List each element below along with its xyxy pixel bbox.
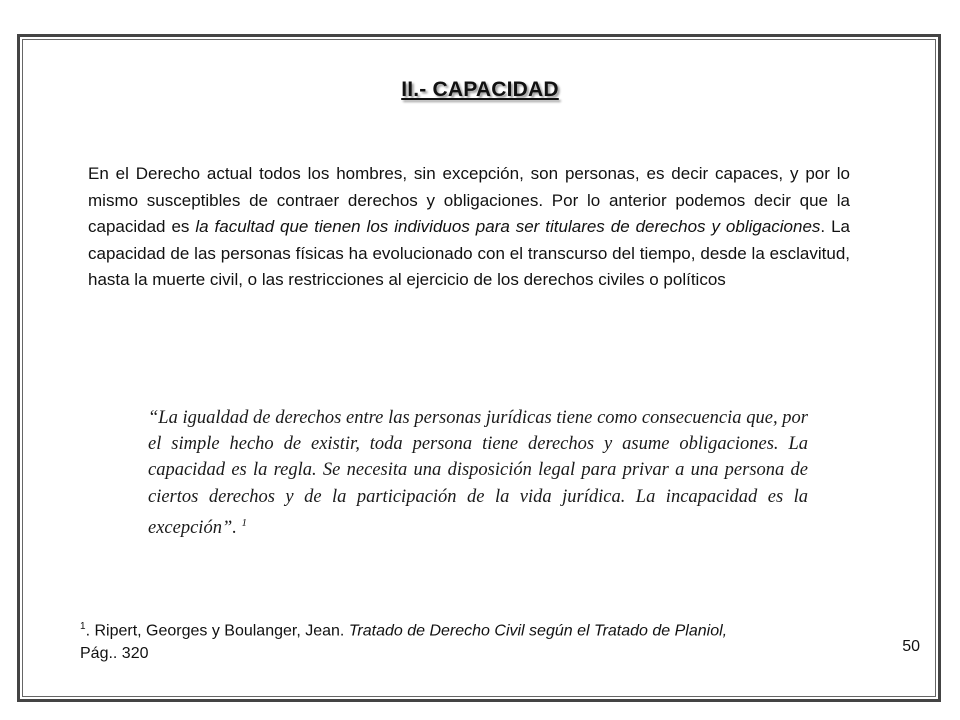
capacity-definition: la facultad que tienen los individuos para ser titulares de derechos y obligaciones [195,217,821,236]
body-text-part2: . La capacidad de las personas físicas ha evolucionado con el transcurso del tiempo, desde la esclavitud, hasta la muerte civil, o las restricciones al ejercicio de los derechos civiles o políticos [88,217,850,289]
footnote-page: Pág.. 320 [80,645,149,663]
footnote [80,615,860,665]
footnote-marker: 1 [80,621,86,632]
footnote-authors: . Ripert, Georges y Boulanger, Jean. [85,622,349,640]
footnote-book-title: Tratado de Derecho Civil según el Tratado de Planiol, [348,622,728,640]
quote-text: “La igualdad de derechos entre las personas jurídicas tiene como consecuencia que, por el simple hecho de existir, toda persona tiene derechos y asume obligaciones. La capacidad es la regla. Se necesita una disposición legal para privar a una persona de ciertos derechos y de la participación de la vida jurídica. La incapacidad es la excepción”. [148,408,808,538]
quote-footnote-marker: 1 [241,516,247,529]
slide-border-inner [22,39,936,697]
slide-title: II.- CAPACIDAD [401,78,559,101]
page-number: 50 [902,638,920,655]
body-paragraph [88,161,850,294]
body-text-part1: En el Derecho actual todos los hombres, sin excepción, son personas, es decir capaces, y por lo mismo susceptibles de contraer derechos y obligaciones. Por lo anterior podemos decir que la capacidad es [88,164,850,236]
block-quote [148,405,808,541]
